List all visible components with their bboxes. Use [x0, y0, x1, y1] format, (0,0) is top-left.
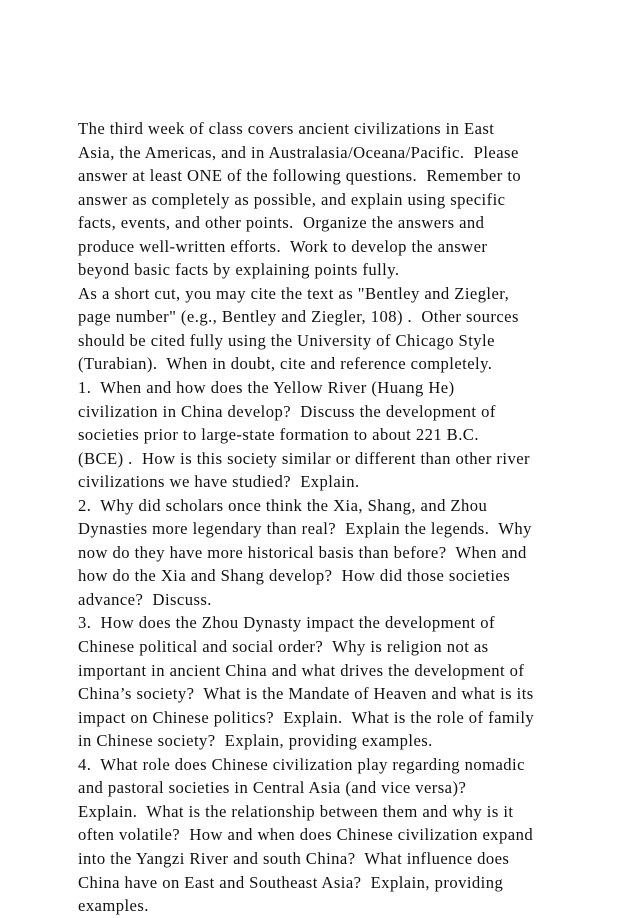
- document-body: [78, 117, 598, 918]
- text-line: facts, events, and other points. Organize the answers and: [78, 213, 485, 233]
- text-line: often volatile? How and when does Chinese civilization expand: [78, 825, 534, 845]
- text-line: Asia, the Americas, and in Australasia/Oceana/Pacific. Please: [78, 142, 519, 162]
- text-line: and pastoral societies in Central Asia (and vice versa)?: [78, 778, 467, 798]
- text-line: societies prior to large-state formation to about 221 B.C.: [78, 425, 479, 445]
- text-line: important in ancient China and what drives the development of: [78, 660, 525, 680]
- text-line: produce well-written efforts. Work to develop the answer: [78, 236, 488, 256]
- text-line: Dynasties more legendary than real? Explain the legends. Why: [78, 519, 532, 539]
- question-4-line: 4. What role does Chinese civilization play regarding nomadic: [78, 754, 525, 774]
- text-line: Explain. What is the relationship between them and why is it: [78, 801, 514, 821]
- text-line: advance? Discuss.: [78, 589, 212, 609]
- text-line: China’s society? What is the Mandate of Heaven and what is its: [78, 684, 534, 704]
- question-1-line: 1. When and how does the Yellow River (Huang He): [78, 378, 455, 398]
- text-line: impact on Chinese politics? Explain. What is the role of family: [78, 707, 535, 727]
- text-line: should be cited fully using the University of Chicago Style: [78, 330, 495, 350]
- text-line: (BCE) . How is this society similar or different than other river: [78, 448, 530, 468]
- text-line: now do they have more historical basis than before? When and: [78, 542, 527, 562]
- text-line: into the Yangzi River and south China? What influence does: [78, 848, 510, 868]
- text-line: Chinese political and social order? Why is religion not as: [78, 637, 489, 657]
- text-line: As a short cut, you may cite the text as "Bentley and Ziegler,: [78, 283, 510, 303]
- text-line: in Chinese society? Explain, providing examples.: [78, 731, 433, 751]
- text-line: how do the Xia and Shang develop? How did those societies: [78, 566, 511, 586]
- text-line: answer at least ONE of the following questions. Remember to: [78, 166, 522, 186]
- text-line: China have on East and Southeast Asia? Explain, providing: [78, 872, 504, 892]
- text-line: examples.: [78, 896, 149, 916]
- text-line: The third week of class covers ancient civilizations in East: [78, 119, 495, 138]
- text-line: beyond basic facts by explaining points fully.: [78, 260, 400, 280]
- question-2-line: 2. Why did scholars once think the Xia, Shang, and Zhou: [78, 495, 488, 515]
- text-line: civilizations we have studied? Explain.: [78, 472, 360, 492]
- text-line: civilization in China develop? Discuss the development of: [78, 401, 496, 421]
- question-3-line: 3. How does the Zhou Dynasty impact the development of: [78, 613, 495, 633]
- text-line: (Turabian). When in doubt, cite and reference completely.: [78, 354, 493, 374]
- text-line: page number" (e.g., Bentley and Ziegler, 108) . Other sources: [78, 307, 519, 327]
- text-line: answer as completely as possible, and explain using specific: [78, 189, 506, 209]
